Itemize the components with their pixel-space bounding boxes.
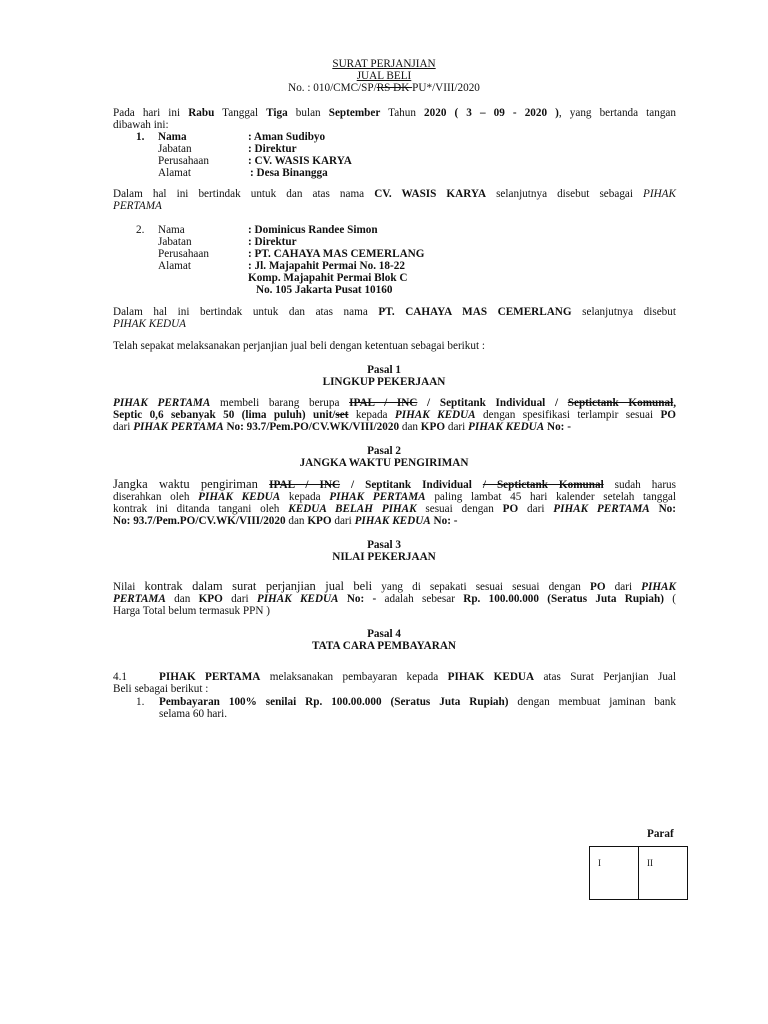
- intro-line-2: dibawah ini:: [113, 119, 169, 131]
- pasal2-line-2: diserahkan oleh PIHAK KEDUA kepada PIHAK PERTAMA paling lambat 45 hari kalender setelah tanggal: [113, 491, 676, 503]
- doc-subtitle: JUAL BELI: [356, 70, 412, 82]
- pasal4-line-2: Beli sebagai berikut :: [113, 683, 209, 695]
- paraf-cell-second-party: II: [639, 847, 688, 900]
- pasal3-line-3: Harga Total belum termasuk PPN ): [113, 605, 270, 617]
- party2-nama: : Dominicus Randee Simon: [248, 224, 378, 236]
- pasal4-item-line-1: Pembayaran 100% senilai Rp. 100.00.000 (Seratus Juta Rupiah) dengan membuat jaminan bank: [159, 696, 676, 708]
- doc-number-struck: RS DK: [376, 82, 413, 94]
- party2-alamat-3: No. 105 Jakarta Pusat 10160: [256, 284, 393, 296]
- party2-number: 2.: [136, 224, 145, 236]
- pasal4-title: TATA CARA PEMBAYARAN: [312, 640, 456, 652]
- pasal2-line-3: kontrak ini ditanda tangani oleh KEDUA BELAH PIHAK sesuai dengan PO dari PIHAK PERTAMA No:: [113, 503, 676, 515]
- doc-title: SURAT PERJANJIAN: [332, 58, 436, 70]
- act1-line-2: PERTAMA: [113, 200, 162, 212]
- pasal3-number: Pasal 3: [367, 539, 401, 551]
- paraf-label: Paraf: [647, 828, 674, 840]
- party1-nama: : Aman Sudibyo: [248, 131, 326, 143]
- pasal2-line-4: No: 93.7/Pem.PO/CV.WK/VIII/2020 dan KPO dari PIHAK KEDUA No: -: [113, 515, 458, 527]
- pasal3-title: NILAI PEKERJAAN: [332, 551, 436, 563]
- pasal1-line-2: Septic 0,6 sebanyak 50 (lima puluh) unit/set kepada PIHAK KEDUA dengan spesifikasi terlampir sesuai PO: [113, 409, 676, 421]
- party1-number: 1.: [136, 131, 145, 143]
- party2-perusahaan-label: Perusahaan: [158, 248, 209, 260]
- act2-line-2: PIHAK KEDUA: [113, 318, 187, 330]
- party2-jabatan: : Direktur: [248, 236, 297, 248]
- pasal3-line-2: PERTAMA dan KPO dari PIHAK KEDUA No: - adalah sebesar Rp. 100.00.000 (Seratus Juta Rupiah) (: [113, 593, 676, 605]
- party1-jabatan-label: Jabatan: [158, 143, 192, 155]
- party1-jabatan: : Direktur: [248, 143, 297, 155]
- pasal4-sub-number: 4.1: [113, 671, 127, 683]
- pasal4-item-line-2: selama 60 hari.: [159, 708, 228, 720]
- pasal4-line-1: PIHAK PERTAMA melaksanakan pembayaran kepada PIHAK KEDUA atas Surat Perjanjian Jual: [159, 671, 676, 683]
- party1-nama-label: Nama: [158, 131, 187, 143]
- pasal1-line-1: PIHAK PERTAMA membeli barang berupa IPAL / INC / Septitank Individual / Septictank Komunal,: [113, 397, 676, 409]
- paraf-table: [589, 846, 688, 900]
- doc-number-prefix: No. : 010/CMC/SP/: [288, 82, 377, 94]
- party1-alamat-label: Alamat: [158, 167, 191, 179]
- act2-line-1: Dalam hal ini bertindak untuk dan atas nama PT. CAHAYA MAS CEMERLANG selanjutnya disebut: [113, 306, 676, 318]
- pasal2-title: JANGKA WAKTU PENGIRIMAN: [299, 457, 469, 469]
- pasal1-title: LINGKUP PEKERJAAN: [322, 376, 446, 388]
- act1-line-1: Dalam hal ini bertindak untuk dan atas nama CV. WASIS KARYA selanjutnya disebut sebagai PIHAK: [113, 188, 676, 200]
- pasal1-number: Pasal 1: [367, 364, 401, 376]
- paraf-cell-first-party: I: [590, 847, 639, 900]
- pasal4-item-number: 1.: [136, 696, 145, 708]
- pasal4-number: Pasal 4: [367, 628, 401, 640]
- party1-perusahaan-label: Perusahaan: [158, 155, 209, 167]
- doc-number: [0, 82, 768, 95]
- party2-alamat-1: : Jl. Majapahit Permai No. 18-22: [248, 260, 405, 272]
- party2-jabatan-label: Jabatan: [158, 236, 192, 248]
- party1-perusahaan: : CV. WASIS KARYA: [248, 155, 352, 167]
- pasal3-line-1: Nilai kontrak dalam surat perjanjian jual beli yang di sepakati sesuai sesuai dengan PO dari PIHAK: [113, 579, 676, 593]
- party1-alamat: : Desa Binangga: [250, 167, 328, 179]
- party2-alamat-label: Alamat: [158, 260, 191, 272]
- pasal2-line-1: Jangka waktu pengiriman IPAL / INC / Septitank Individual / Septictank Komunal sudah harus: [113, 477, 676, 491]
- pasal1-line-3: dari PIHAK PERTAMA No: 93.7/Pem.PO/CV.WK/VIII/2020 dan KPO dari PIHAK KEDUA No: -: [113, 421, 571, 433]
- party2-perusahaan: : PT. CAHAYA MAS CEMERLANG: [248, 248, 425, 260]
- pasal2-number: Pasal 2: [367, 445, 401, 457]
- party2-alamat-2: Komp. Majapahit Permai Blok C: [248, 272, 408, 284]
- agreement-statement: Telah sepakat melaksanakan perjanjian jual beli dengan ketentuan sebagai berikut :: [113, 340, 485, 352]
- party2-nama-label: Nama: [158, 224, 185, 236]
- intro-line-1: Pada hari ini Rabu Tanggal Tiga bulan September Tahun 2020 ( 3 – 09 - 2020 ), yang bertanda tangan: [113, 107, 676, 119]
- doc-number-suffix: PU*/VIII/2020: [412, 82, 480, 94]
